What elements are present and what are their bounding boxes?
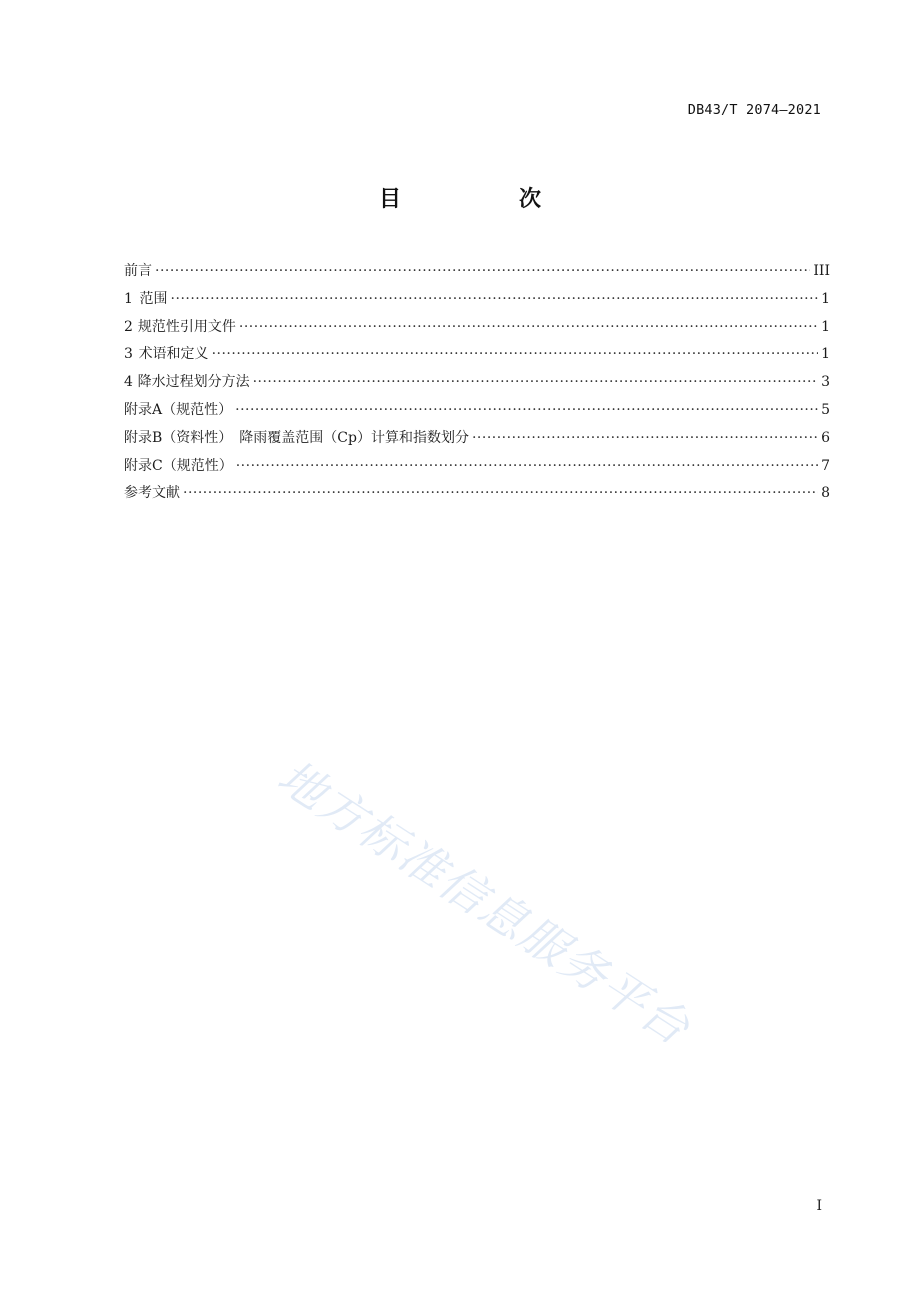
toc-leader-dots: [155, 261, 810, 281]
toc-leader-dots: [235, 400, 818, 420]
toc-entry-bibliography[interactable]: [124, 483, 830, 511]
toc-entry-appendix-b[interactable]: [124, 428, 830, 456]
toc-leader-dots: [212, 344, 819, 364]
toc-page-number: 3: [821, 374, 830, 391]
toc-entry-text: 前言: [124, 263, 152, 279]
toc-page-number: 5: [821, 401, 830, 418]
table-of-contents: [124, 261, 830, 511]
watermark: 地方标准信息服务平台: [268, 749, 701, 1056]
toc-entry-text: 范围: [139, 290, 168, 307]
page-title: 目 次: [378, 187, 589, 212]
document-code: DB43/T 2074—2021: [687, 102, 821, 118]
toc-entry-precipitation-method[interactable]: [124, 372, 830, 400]
toc-leader-dots: [171, 289, 819, 309]
toc-entry-appendix-c[interactable]: [124, 456, 830, 484]
toc-page-number: 1: [821, 346, 830, 363]
toc-leader-dots: [183, 483, 818, 503]
toc-entry-text: 规范性引用文件: [137, 318, 236, 335]
toc-leader-dots: [253, 372, 819, 392]
toc-leader-dots: [239, 317, 818, 337]
toc-entry-foreword[interactable]: [124, 261, 830, 289]
toc-entry-text: 降水过程划分方法: [137, 374, 250, 391]
toc-leader-dots: [236, 456, 818, 476]
toc-entry-normative-references[interactable]: [124, 317, 830, 345]
page-number: I: [816, 1198, 822, 1214]
toc-entry-text: 附录A（规范性）: [124, 401, 233, 418]
toc-entry-appendix-a[interactable]: [124, 400, 830, 428]
toc-leader-dots: [472, 428, 818, 448]
toc-entry-scope[interactable]: [124, 289, 830, 317]
toc-entry-text: 附录B（资料性） 降雨覆盖范围（Cp）计算和指数划分: [124, 429, 469, 446]
toc-entry-text: 参考文献: [124, 485, 180, 502]
toc-page-number: III: [813, 263, 830, 279]
toc-entry-terms-definitions[interactable]: [124, 344, 830, 372]
toc-page-number: 1: [821, 290, 830, 307]
toc-page-number: 1: [821, 318, 830, 335]
toc-section-number: 1: [124, 290, 133, 307]
toc-section-number: 4: [124, 374, 133, 391]
toc-section-number: 3: [124, 346, 133, 363]
toc-entry-text: 术语和定义: [138, 346, 209, 363]
toc-page-number: 7: [821, 457, 830, 474]
toc-section-number: 2: [124, 318, 133, 335]
toc-entry-text: 附录C（规范性）: [124, 457, 233, 474]
toc-page-number: 6: [821, 429, 830, 446]
toc-page-number: 8: [821, 485, 830, 502]
